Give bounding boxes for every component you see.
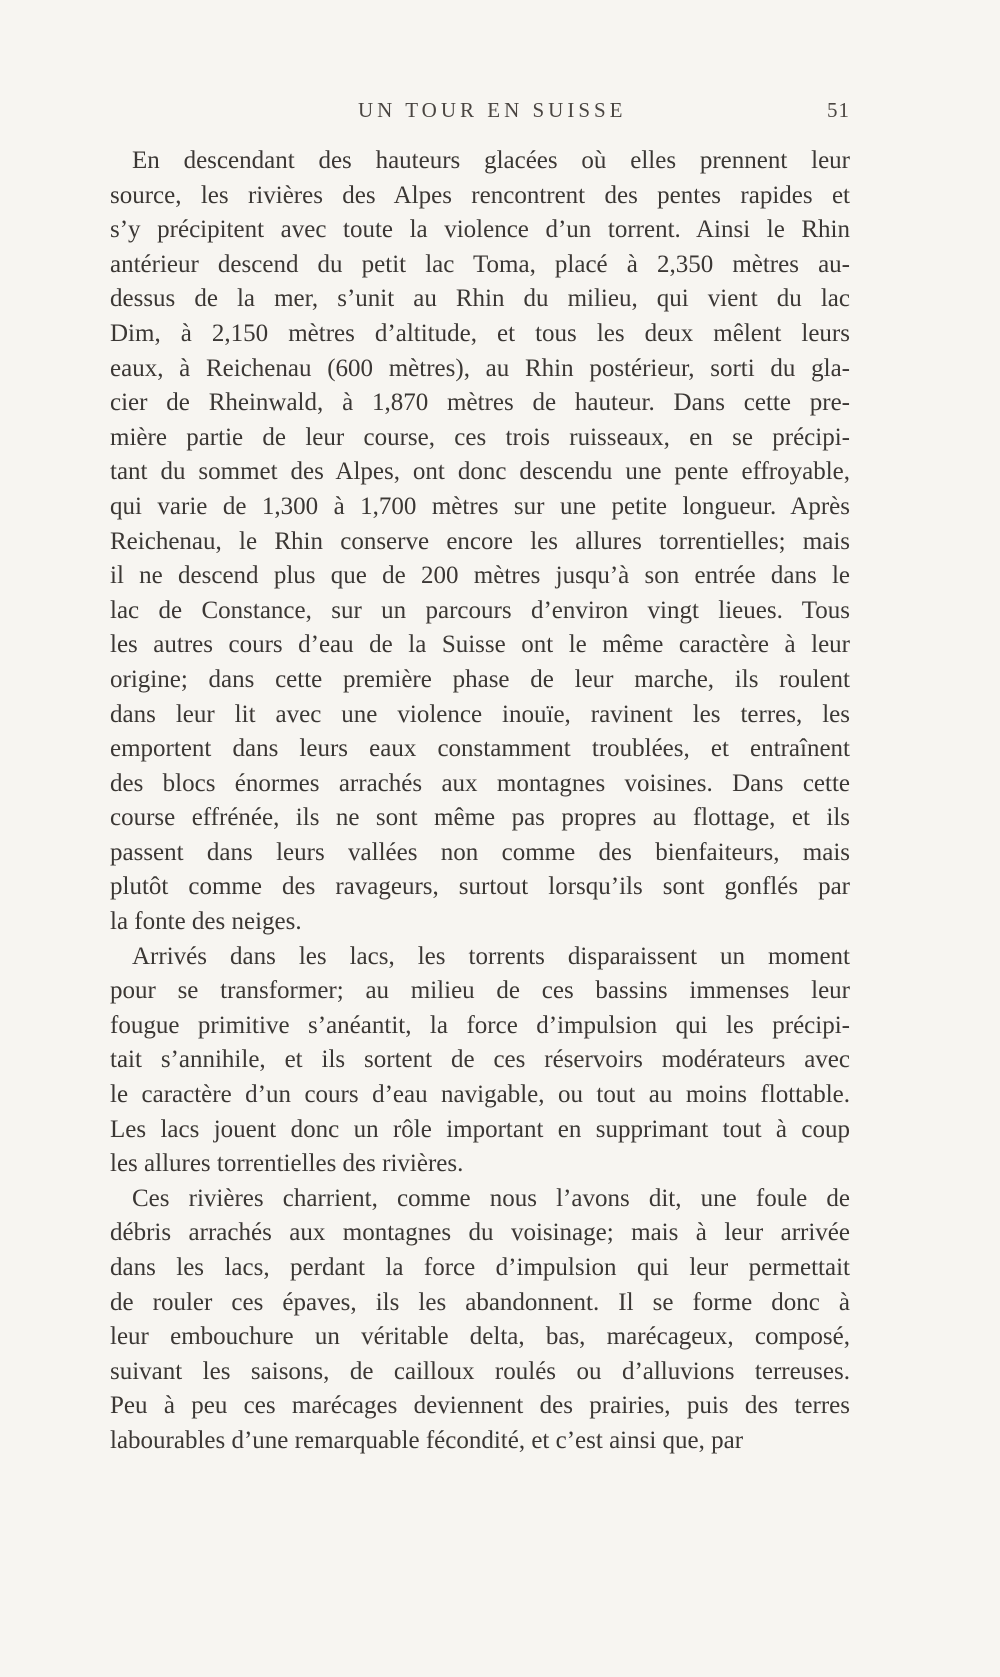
text-line: eaux, à Reichenau (600 mètres), au Rhin postérieur, sorti du gla- [110,354,850,382]
text-line: des blocs énormes arrachés aux montagnes voisines. Dans cette [110,769,850,797]
paragraph [110,144,850,940]
text-line: plutôt comme des ravageurs, surtout lorsqu’ils sont gonflés par [110,873,850,901]
text-line: les allures torrentielles des rivières. [110,1150,464,1178]
text-line: tait s’annihile, et ils sortent de ces réservoirs modérateurs avec [110,1046,850,1074]
paragraph [110,940,850,1182]
page-number: 51 [827,98,850,122]
text-line: les autres cours d’eau de la Suisse ont le même caractère à leur [110,631,850,659]
running-title: UN TOUR EN SUISSE [358,98,627,122]
text-line: antérieur descend du petit lac Toma, placé à 2,350 mètres au- [110,250,850,278]
text-line: de rouler ces épaves, ils les abandonnent. Il se forme donc à [110,1288,850,1316]
text-line: mière partie de leur course, ces trois ruisseaux, en se précipi- [110,423,850,451]
text-line: dessus de la mer, s’unit au Rhin du milieu, qui vient du lac [110,285,850,313]
running-head [110,96,850,132]
text-line: dans les lacs, perdant la force d’impulsion qui leur permettait [110,1254,850,1281]
text-line: Dim, à 2,150 mètres d’altitude, et tous les deux mêlent leurs [110,319,850,347]
text-line: dans leur lit avec une violence inouïe, ravinent les terres, les [110,700,850,728]
text-line: emportent dans leurs eaux constamment troublées, et entraînent [110,735,850,763]
text-line: le caractère d’un cours d’eau navigable, ou tout au moins flottable. [110,1081,850,1109]
text-line: source, les rivières des Alpes rencontrent des pentes rapides et [110,181,850,209]
text-line: lac de Constance, sur un parcours d’environ vingt lieues. Tous [110,596,850,624]
text-line: il ne descend plus que de 200 mètres jusqu’à son entrée dans le [110,562,850,590]
text-line: cier de Rheinwald, à 1,870 mètres de hauteur. Dans cette pre- [110,389,850,417]
body-text [110,144,850,1459]
text-line: la fonte des neiges. [110,908,302,936]
text-line: débris arrachés aux montagnes du voisinage; mais à leur arrivée [110,1219,850,1247]
text-line: leur embouchure un véritable delta, bas, marécageux, composé, [110,1323,850,1351]
text-line: origine; dans cette première phase de leur marche, ils roulent [110,665,850,693]
text-line: Arrivés dans les lacs, les torrents disparaissent un moment [132,942,850,970]
text-line: fougue primitive s’anéantit, la force d’impulsion qui les précipi- [110,1011,850,1039]
text-line: passent dans leurs vallées non comme des bienfaiteurs, mais [110,838,850,866]
text-line: pour se transformer; au milieu de ces bassins immenses leur [110,977,850,1005]
text-line: Ces rivières charrient, comme nous l’avons dit, une foule de [132,1184,850,1212]
text-line: Peu à peu ces marécages deviennent des prairies, puis des terres [110,1392,850,1420]
text-line: En descendant des hauteurs glacées où elles prennent leur [132,147,850,174]
text-line: Reichenau, le Rhin conserve encore les allures torrentielles; mais [110,527,850,555]
text-line: course effrénée, ils ne sont même pas propres au flottage, et ils [110,804,850,832]
text-line: tant du sommet des Alpes, ont donc descendu une pente effroyable, [110,458,850,486]
text-line: suivant les saisons, de cailloux roulés ou d’alluvions terreuses. [110,1357,850,1385]
text-line: labourables d’une remarquable fécondité, et c’est ainsi que, par [110,1426,744,1454]
paragraph [110,1182,850,1459]
text-line: s’y précipitent avec toute la violence d’un torrent. Ainsi le Rhin [110,216,850,244]
text-line: Les lacs jouent donc un rôle important en supprimant tout à coup [110,1115,850,1143]
text-line: qui varie de 1,300 à 1,700 mètres sur une petite longueur. Après [110,492,850,520]
